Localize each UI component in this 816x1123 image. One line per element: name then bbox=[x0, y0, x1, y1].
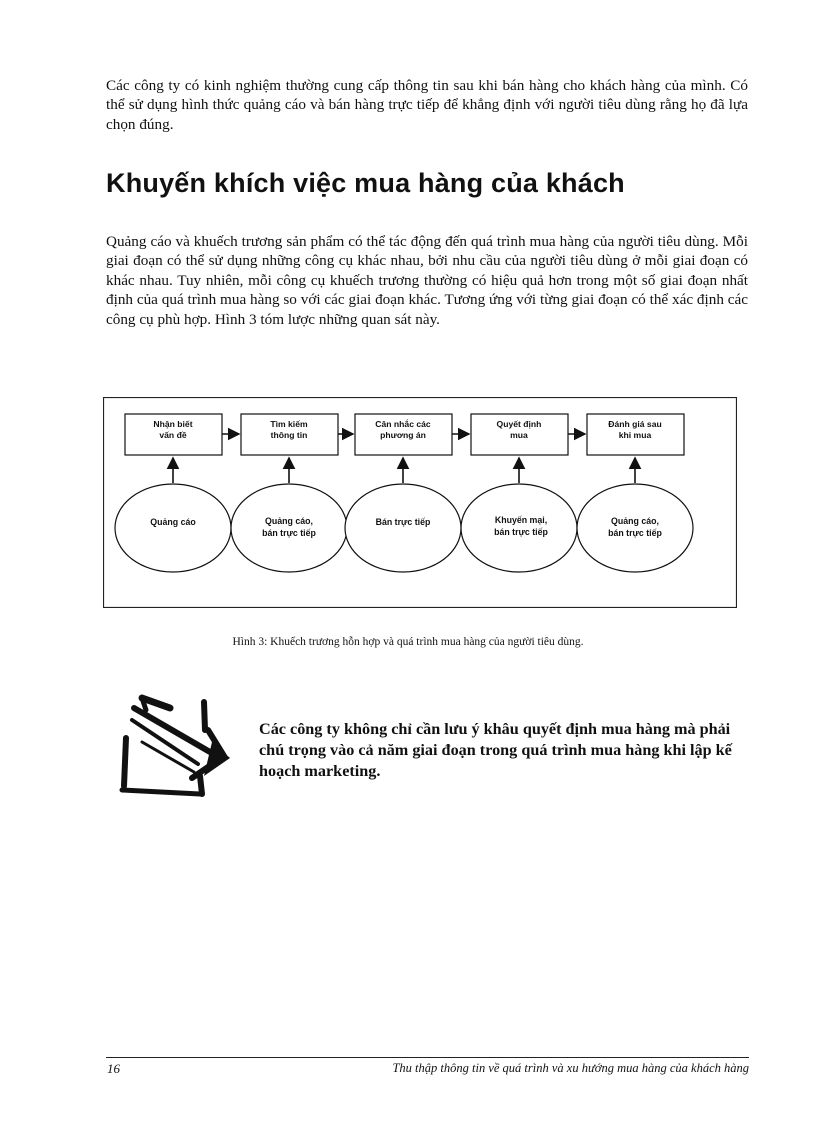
stage-label: Quyết định bbox=[496, 419, 542, 429]
tool-label: Quảng cáo, bbox=[611, 516, 659, 526]
intro-paragraph: Các công ty có kinh nghiệm thường cung cấp thông tin sau khi bán hàng cho khách hàng của mình. Có thể sử dụng hình thức quảng cáo và bán hàng trực tiếp để khẳng định với người tiêu dùng rằng họ đã lựa chọn đúng. bbox=[106, 77, 748, 133]
tool-ellipse bbox=[577, 484, 693, 572]
note-arrow-icon bbox=[112, 690, 236, 802]
tool-ellipse bbox=[345, 484, 461, 572]
tool-label: Khuyến mại, bbox=[494, 515, 548, 525]
body-paragraph: Quảng cáo và khuếch trương sản phẩm có thể tác động đến quá trình mua hàng của người tiêu dùng. Mỗi giai đoạn có thể sử dụng những công cụ khác nhau, bởi nhu cầu của người tiêu dùng ở mỗi giai đoạn có khác nhau. Tuy nhiên, mỗi công cụ khuếch trương thường có hiệu quả hơn trong một số giai đoạn nhất định của quá trình mua hàng so với các giai đoạn khác. Tương ứng với từng giai đoạn có thể xác định các công cụ phù hợp. Hình 3 tóm lược những quan sát này. bbox=[106, 233, 748, 328]
note-callout: Các công ty không chỉ cần lưu ý khâu quyết định mua hàng mà phải chú trọng vào cả năm giai đoạn trong quá trình mua hàng khi lập kế hoạch marketing. bbox=[259, 720, 732, 780]
stage-box bbox=[355, 414, 452, 455]
tool-label: Quảng cáo, bbox=[265, 516, 313, 526]
stage-label: Tìm kiếm bbox=[270, 419, 308, 429]
tool-label: bán trực tiếp bbox=[494, 527, 548, 537]
footer-divider bbox=[106, 1057, 749, 1058]
stage-label: mua bbox=[510, 430, 528, 440]
stage-label: Đánh giá sau bbox=[608, 419, 662, 429]
tool-label: Bán trực tiếp bbox=[375, 517, 431, 527]
stage-box bbox=[587, 414, 684, 455]
stage-box bbox=[471, 414, 568, 455]
stage-label: vấn đề bbox=[159, 430, 187, 440]
stage-label: khi mua bbox=[618, 430, 652, 440]
stage-box bbox=[125, 414, 222, 455]
stage-label: Cân nhắc các bbox=[375, 419, 431, 429]
stage-label: Nhận biết bbox=[153, 419, 193, 429]
section-heading: Khuyến khích việc mua hàng của khách bbox=[106, 168, 625, 198]
tool-label: bán trực tiếp bbox=[608, 528, 662, 538]
footer-title: Thu thập thông tin về quá trình và xu hướng mua hàng của khách hàng bbox=[392, 1061, 749, 1075]
tool-ellipse bbox=[231, 484, 347, 572]
stage-label: phương án bbox=[380, 430, 426, 440]
tool-label: bán trực tiếp bbox=[262, 528, 316, 538]
tool-label: Quảng cáo bbox=[150, 517, 196, 527]
stage-label: thông tin bbox=[270, 430, 308, 440]
figure-caption: Hình 3: Khuếch trương hỗn hợp và quá trình mua hàng của người tiêu dùng. bbox=[232, 636, 584, 648]
tool-ellipse bbox=[461, 484, 577, 572]
tool-ellipse bbox=[115, 484, 231, 572]
buying-process-diagram bbox=[103, 397, 737, 608]
page-number: 16 bbox=[107, 1061, 120, 1076]
stage-box bbox=[241, 414, 338, 455]
